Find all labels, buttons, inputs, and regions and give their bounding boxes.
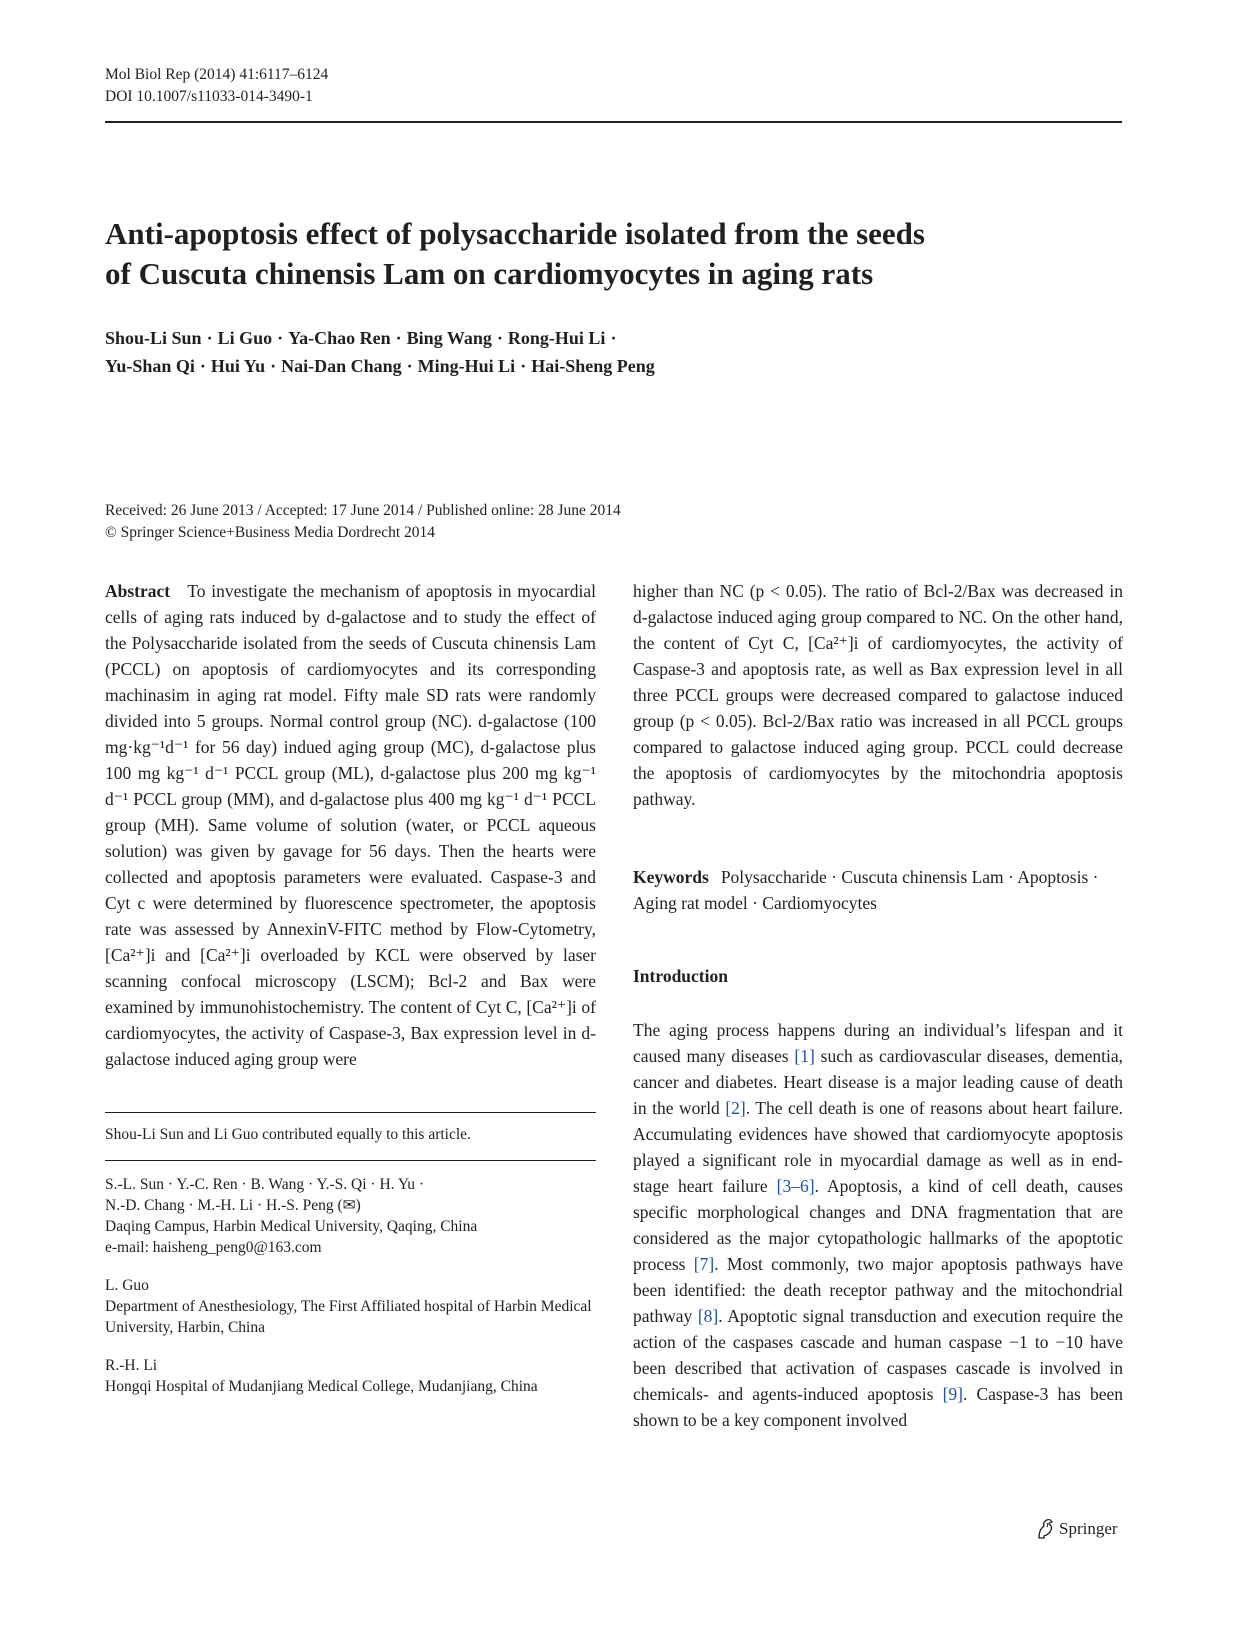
affiliation-names: R.-H. Li (105, 1357, 158, 1374)
author-separator: · (395, 328, 402, 348)
author: Yu-Shan Qi (105, 356, 195, 376)
article-title (105, 214, 1122, 294)
intro-text: . The cell death is one of reasons about heart failure. Accumulating evidences have showed that cardiomyocyte apoptosis played a significant role in myocardial damage as well as in end-stage heart failure (633, 1098, 1123, 1196)
copyright: © Springer Science+Business Media Dordrecht 2014 (105, 524, 436, 541)
title-line-2: of Cuscuta chinensis Lam on cardiomyocytes in aging rats (105, 256, 874, 291)
received-accepted-published: Received: 26 June 2013 / Accepted: 17 June 2014 / Published online: 28 June 2014 (105, 502, 621, 519)
intro-text: . Apoptosis, a kind of cell death, causes specific morphological changes and DNA fragmentation that are considered as the major cytopathologic hallmarks of the apoptotic process (633, 1176, 1123, 1274)
springer-horse-icon (1035, 1518, 1055, 1540)
abstract-paragraph (105, 578, 596, 1072)
author: Li Guo (217, 328, 273, 348)
author: Ya-Chao Ren (288, 328, 391, 348)
intro-text: such as cardiovascular diseases, dementia, cancer and diabetes. Heart disease is a major leading cause of death in the world (633, 1046, 1124, 1118)
affiliation-1 (105, 1174, 596, 1258)
author-separator: · (520, 356, 527, 376)
author-row-2 (105, 352, 655, 380)
affiliation-3 (105, 1355, 596, 1397)
keywords-label: Keywords (633, 867, 709, 887)
author-separator: · (277, 328, 284, 348)
affiliation-names: L. Guo (105, 1277, 149, 1294)
author: Shou-Li Sun (105, 328, 202, 348)
author-separator: · (199, 356, 206, 376)
introduction-column (633, 1017, 1123, 1433)
footnote-rule (105, 1160, 596, 1161)
equal-contribution-note: Shou-Li Sun and Li Guo contributed equally to this article. (105, 1126, 471, 1143)
abstract-left-column (105, 578, 596, 1072)
journal-citation: Mol Biol Rep (2014) 41:6117–6124 (105, 66, 329, 83)
affiliations (105, 1174, 596, 1414)
keywords-text: Polysaccharide · Cuscuta chinensis Lam · Apoptosis · Aging rat model · Cardiomyocytes (633, 867, 1099, 913)
author-row-1 (105, 324, 655, 352)
journal-header (105, 64, 328, 108)
author-separator: · (406, 356, 413, 376)
author-separator: · (610, 328, 617, 348)
author: Rong-Hui Li (507, 328, 606, 348)
citation-link[interactable]: [9] (942, 1384, 963, 1404)
abstract-text-right: higher than NC (p < 0.05). The ratio of Bcl-2/Bax was decreased in d-galactose induced aging group compared to NC. On the other hand, the content of Cyt C, [Ca²⁺]i of cardiomyocytes, the activity of Caspase-3 and apoptosis rate, as well as Bax expression level in all three PCCL groups were decreased compared to galactose induced group (p < 0.05). Bcl-2/Bax ratio was increased in all PCCL groups compared to galactose induced aging group. PCCL could decrease the apoptosis of cardiomyocytes by the mitochondria apoptosis pathway. (633, 581, 1123, 809)
doi: DOI 10.1007/s11033-014-3490-1 (105, 88, 313, 105)
affiliation-address: Hongqi Hospital of Mudanjiang Medical College, Mudanjiang, China (105, 1378, 538, 1395)
title-line-1: Anti-apoptosis effect of polysaccharide isolated from the seeds (105, 216, 925, 251)
affiliation-names: N.-D. Chang · M.-H. Li · H.-S. Peng (✉) (105, 1197, 361, 1214)
author-separator: · (270, 356, 277, 376)
introduction-paragraph (633, 1017, 1123, 1433)
author-list (105, 324, 655, 380)
intro-text: . Caspase-3 has been shown to be a key component involved (633, 1384, 1123, 1430)
corresponding-email[interactable]: e-mail: haisheng_peng0@163.com (105, 1239, 322, 1256)
abstract-text-left: To investigate the mechanism of apoptosis in myocardial cells of aging rats induced by d-galactose and to study the effect of the Polysaccharide isolated from the seeds of Cuscuta chinensis Lam (PCCL) on apoptosis of cardiomyocytes and its corresponding machinasim in aging rat model. Fifty male SD rats were randomly divided into 5 groups. Normal control group (NC). d-galactose (100 mg·kg⁻¹d⁻¹ for 56 day) indued aging group (MC), d-galactose plus 100 mg kg⁻¹ d⁻¹ PCCL group (ML), d-galactose plus 200 mg kg⁻¹ d⁻¹ PCCL group (MM), and d-galactose plus 400 mg kg⁻¹ d⁻¹ PCCL group (MH). Same volume of solution (water, or PCCL aqueous solution) was given by gavage for 56 days. Then the hearts were collected and apoptosis parameters were evaluated. Caspase-3 and Cyt c were determined by fluorescence spectrometer, the apoptosis rate was assessed by AnnexinV-FITC method by Flow-Cytometry, [Ca²⁺]i and [Ca²⁺]i overloaded by KCL were observed by laser scanning confocal microscopy (LSCM); Bcl-2 and Bax were examined by immunohistochemistry. The content of Cyt C, [Ca²⁺]i of cardiomyocytes, the activity of Caspase-3, Bax expression level in d-galactose induced aging group were (105, 581, 597, 1069)
citation-link[interactable]: [1] (794, 1046, 815, 1066)
affiliation-address: Department of Anesthesiology, The First Affiliated hospital of Harbin Medical University, Harbin, China (105, 1298, 592, 1336)
author: Hai-Sheng Peng (531, 356, 655, 376)
author: Nai-Dan Chang (281, 356, 402, 376)
citation-link[interactable]: [3–6] (776, 1176, 815, 1196)
author: Ming-Hui Li (417, 356, 516, 376)
citation-link[interactable]: [8] (697, 1306, 719, 1326)
intro-text: . Apoptotic signal transduction and execution require the action of the caspases cascade and human caspase −1 to −10 have been described that activation of caspases cascade is involved in chemicals- and agents-induced apoptosis (633, 1306, 1124, 1404)
author: Hui Yu (210, 356, 266, 376)
affiliation-2 (105, 1275, 596, 1338)
affiliation-names: S.-L. Sun · Y.-C. Ren · B. Wang · Y.-S. Qi · H. Yu · (105, 1176, 425, 1193)
section-heading-introduction: Introduction (633, 966, 728, 986)
citation-link[interactable]: [7] (693, 1254, 715, 1274)
abstract-label: Abstract (105, 581, 171, 601)
abstract-right-column (633, 578, 1123, 812)
affiliation-address: Daqing Campus, Harbin Medical University, Qaqing, China (105, 1218, 478, 1235)
author-separator: · (496, 328, 503, 348)
publication-dates (105, 500, 621, 544)
footnote-rule (105, 1112, 596, 1113)
author: Bing Wang (406, 328, 492, 348)
citation-link[interactable]: [2] (725, 1098, 746, 1118)
author-separator: · (206, 328, 213, 348)
keywords (633, 864, 1123, 916)
intro-text: . Most commonly, two major apoptosis pathways have been identified: the death receptor pathway and the mitochondrial pathway (633, 1254, 1123, 1326)
publisher-name: Springer (1059, 1519, 1118, 1538)
intro-text: The aging process happens during an individual’s lifespan and it caused many diseases (633, 1020, 1123, 1066)
publisher-mark (1035, 1518, 1118, 1540)
header-rule (105, 121, 1122, 123)
